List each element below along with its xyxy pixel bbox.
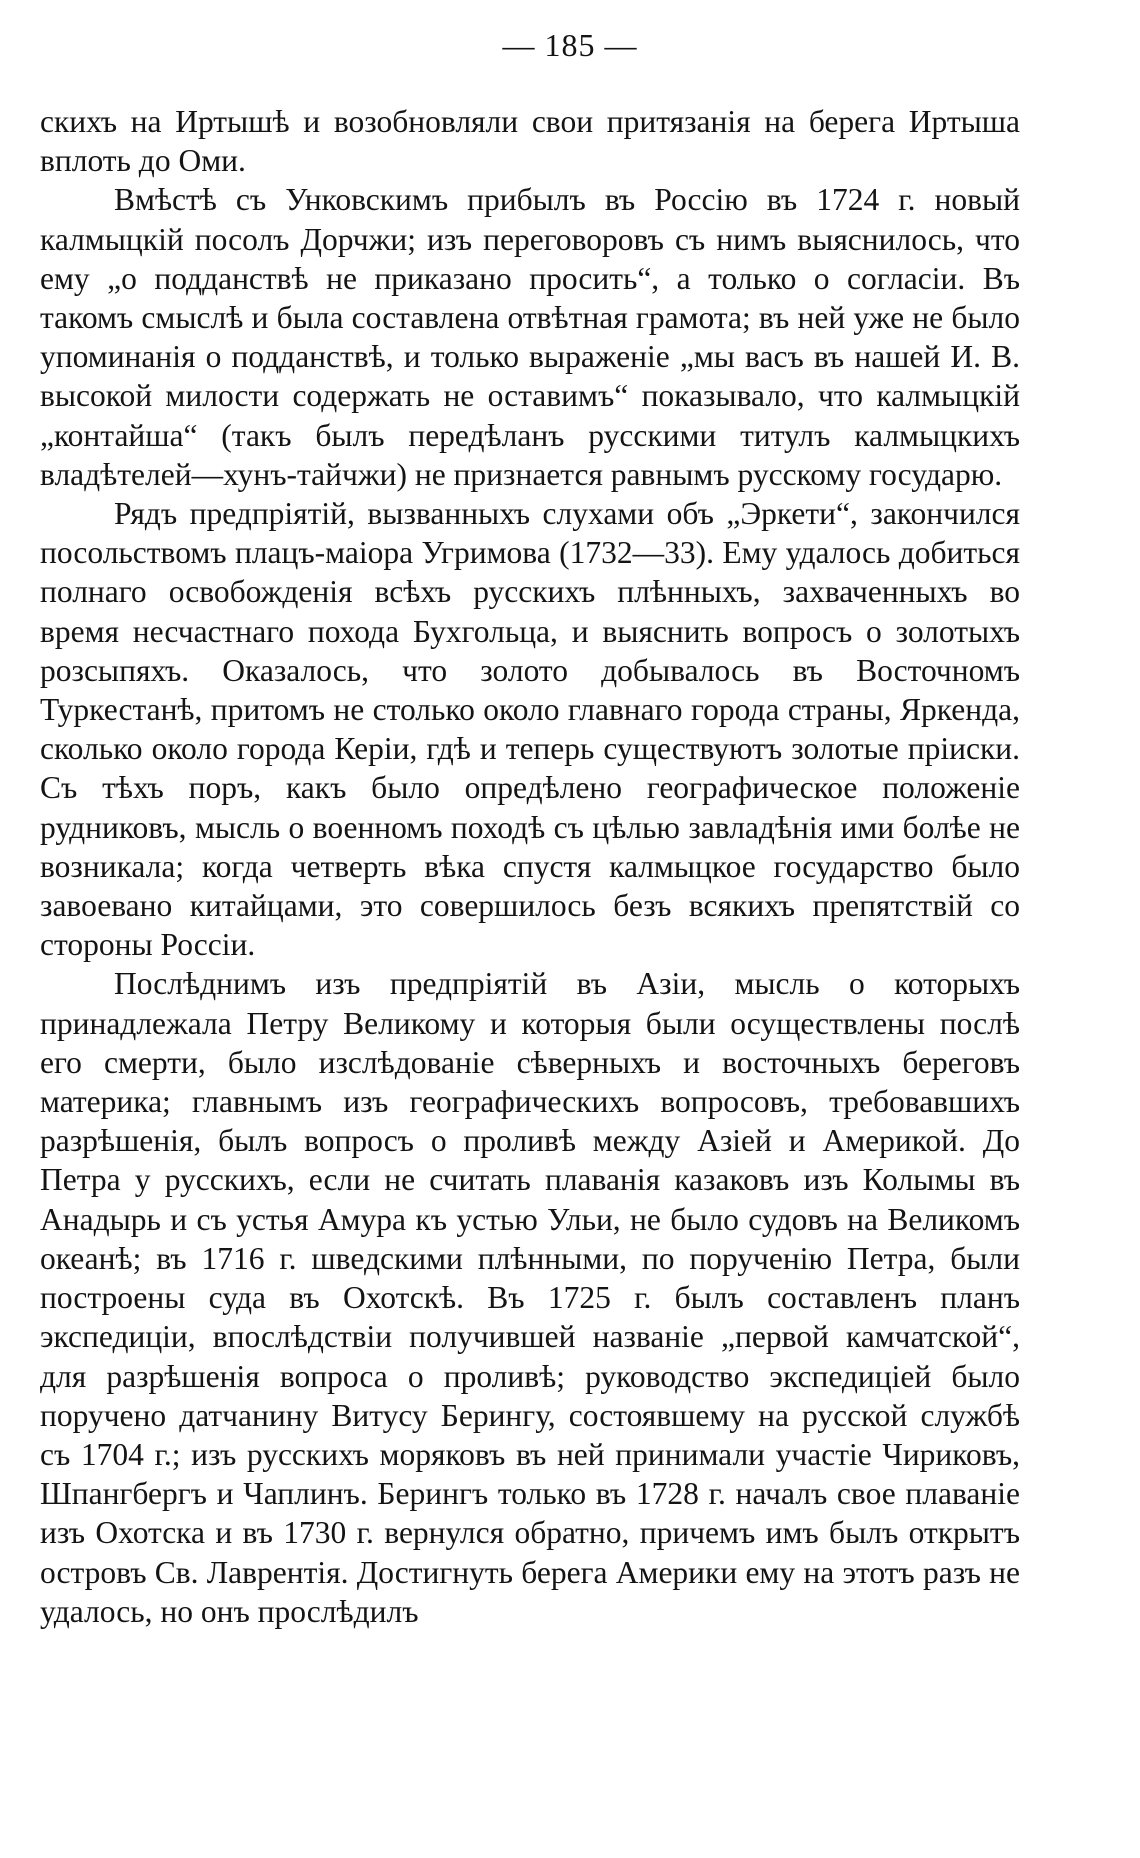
body-text [40,102,1020,1631]
paragraph-continuation: скихъ на Иртышѣ и возобновляли свои притязанія на берега Иртыша вплоть до Оми. [40,104,1020,179]
page-number: — 185 — [502,27,638,63]
paragraph-bering-expedition: Послѣднимъ изъ предпріятій въ Азіи, мысль о которыхъ принадлежала Петру Великому и которыя были осуществлены послѣ его смерти, было изслѣдованіе сѣверныхъ и восточныхъ береговъ материка; главнымъ изъ географическихъ вопросовъ, требовавшихъ разрѣшенія, былъ вопросъ о проливѣ между Азіей и Америкой. До Петра у русскихъ, если не считать плаванія казаковъ изъ Колымы въ Анадырь и съ устья Амура къ устью Ульи, не было судовъ на Великомъ океанѣ; въ 1716 г. шведскими плѣнными, по порученію Петра, были построены суда въ Охотскѣ. Въ 1725 г. былъ составленъ планъ экспедиціи, впослѣдствіи получившей названіе „первой камчатской“, для разрѣшенія вопроса о проливѣ; руководство экспедиціей было поручено датчанину Витусу Берингу, состоявшему на русской службѣ съ 1704 г.; изъ русскихъ моряковъ въ ней принимали участіе Чириковъ, Шпангбергъ и Чаплинъ. Берингъ только въ 1728 г. началъ свое плаваніе изъ Охотска и въ 1730 г. вернулся обратно, причемъ имъ былъ открытъ островъ Св. Лаврентія. Достигнуть берега Америки ему на этотъ разъ не удалось, но онъ прослѣдилъ [40,966,1020,1629]
paragraph-kalmyk-embassy: Вмѣстѣ съ Унковскимъ прибылъ въ Россію въ 1724 г. новый калмыцкій посолъ Дорчжи; изъ переговоровъ съ нимъ выяснилось, что ему „о подданствѣ не приказано просить“, а только о согласіи. Въ такомъ смыслѣ и была составлена отвѣтная грамота; въ ней уже не было упоминанія о подданствѣ, и только выраженіе „мы васъ въ нашей И. В. высокой милости содержать не оставимъ“ показывало, что калмыцкій „контайша“ (такъ былъ передѣланъ русскими титулъ калмыцкихъ владѣтелей—хунъ-тайчжи) не признается равнымъ русскому государю. [40,182,1020,492]
paragraph-erketi-enterprises: Рядъ предпріятій, вызванныхъ слухами объ „Эркети“, закончился посольствомъ плацъ-маіора Угримова (1732—33). Ему удалось добиться полнаго освобожденія всѣхъ русскихъ плѣнныхъ, захваченныхъ во время несчастнаго похода Бухгольца, и выяснить вопросъ о золотыхъ розсыпяхъ. Оказалось, что золото добывалось въ Восточномъ Туркестанѣ, притомъ не столько около главнаго города страны, Яркенда, сколько около города Керіи, гдѣ и теперь существуютъ золотые пріиски. Съ тѣхъ поръ, какъ было опредѣлено географическое положеніе рудниковъ, мысль о военномъ походѣ съ цѣлью завладѣнія ими болѣе не возникала; когда четверть вѣка спустя калмыцкое государство было завоевано китайцами, это совершилось безъ всякихъ препятствій со стороны Россіи. [40,496,1020,963]
